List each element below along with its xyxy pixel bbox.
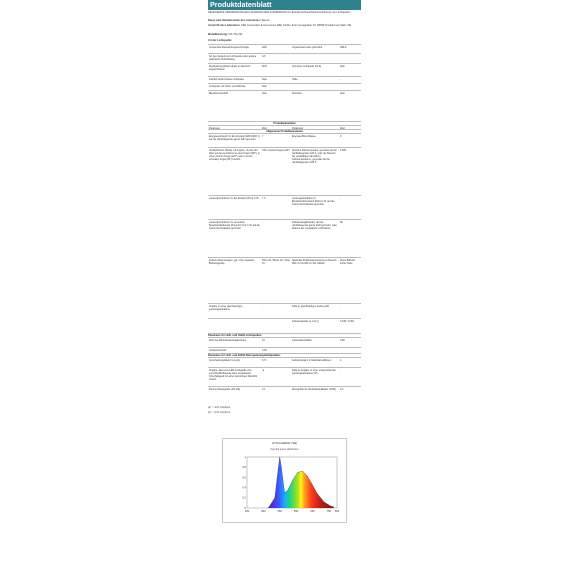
general-cell-a: Angabe zu einer gleichwertigen Leistungsaufnahme (209, 304, 243, 311)
general-cell-a: Energieverbrauch im Ein-Zustand (kWh/1000 h), auf die nächstliegende ganze Zahl gerundet (209, 134, 261, 141)
type-row (208, 90, 361, 95)
spectrum-point (279, 457, 280, 458)
x-tick-label: 550 (293, 510, 299, 513)
type-cell-c: Vernetzte Lichtquelle (CLS) (292, 64, 322, 68)
y-tick-label: 0.2 (242, 496, 246, 500)
general-cell-b: - (262, 304, 263, 308)
led-cell-c: Lebensdauerfaktor (292, 338, 312, 342)
param-head-d: Wert (340, 126, 346, 130)
type-cell-c: Ungebündelt oder gebündelt (292, 45, 323, 49)
type-cell-c: Hülle (292, 77, 298, 81)
param-head-b: Wert (262, 126, 268, 130)
section-product-parameters: Produktparameter (208, 121, 361, 125)
y-tick-label: 0.8 (242, 466, 246, 470)
supplier-label: Name oder Handelsmarke des Lieferanten: (208, 19, 261, 22)
address-label: Anschrift des Lieferanten: (208, 24, 241, 27)
general-cell-d: - (340, 304, 341, 308)
general-cell-c: Farbwertanteile (x und y) (292, 319, 319, 323)
general-row (208, 303, 361, 318)
general-cell-d: 4 500 (340, 148, 346, 152)
mains-cell-d: 0,0 (340, 387, 344, 391)
general-row (208, 219, 361, 257)
general-cell-a: Äußere Abmessungen, ggf. ohne separate Betriebsgeräte (209, 258, 254, 265)
x-tick-label: 250 (244, 510, 250, 513)
spectrum-point (312, 485, 313, 486)
general-row (208, 318, 361, 331)
model-label: Modellkennung: (208, 33, 228, 36)
spectrum-point (293, 480, 294, 481)
general-cell-a: Leistungsaufnahme im vernetzten Bereitschaftsbetrieb (Pnet) für CLS in W, auf die zweite Dezimalstelle gerundet (209, 220, 260, 230)
spectral-distribution-plot (239, 455, 339, 516)
led-cell-a: Wert des R9-Farbwiedergabeindex (209, 338, 247, 342)
type-cell-d: NDLS (340, 45, 347, 49)
spectrum-point (288, 490, 289, 491)
general-cell-b: 7,0 (262, 196, 266, 200)
general-cell-c: Energieeffizienzklasse (292, 134, 316, 138)
mains-cell-b: -a (262, 368, 265, 372)
x-tick-label: 450 (277, 510, 282, 513)
spectrum-point (297, 472, 298, 473)
type-row (208, 83, 361, 90)
mains-row (208, 357, 361, 367)
type-cell-b: Nein (262, 77, 267, 81)
spectrum-point (330, 506, 331, 507)
general-cell-d: 0,339 / 0,352 (340, 319, 354, 323)
y-tick-label: 0 (244, 506, 246, 510)
datasheet-page (206, 0, 363, 418)
chart-subtitle: Spectral power distribution (270, 448, 299, 451)
address-row (208, 24, 358, 27)
chart-title: ATTACHMENT (SE) (271, 441, 298, 445)
type-cell-a: Farblich abstimmbare Lichtquelle (209, 77, 245, 81)
mains-cell-d: - (340, 368, 341, 372)
general-cell-d: Siehe Bild auf letzter Seite (340, 258, 355, 265)
type-cell-b: LED (262, 45, 267, 49)
mains-row (208, 367, 361, 386)
mains-cell-c: Messgröße für Stroboskop-Effekte (SVM) (292, 387, 336, 391)
spectrum-point (302, 471, 303, 472)
footnote-b: (b) '-': nicht zutreffend; (208, 412, 231, 414)
param-head-a: Parameter (209, 126, 221, 130)
type-cell-c: Dimmbar (292, 91, 302, 95)
type-cell-d: Nein (340, 91, 345, 95)
led-cell-b: 0,96 (262, 348, 267, 352)
type-cell-d: Nein (340, 64, 345, 68)
type-cell-a: Netzspannung/Nicht direkt an das Netz angeschlossen (209, 64, 251, 71)
spectrum-point (324, 502, 325, 503)
general-cell-c: Falls ja, gleichwertige Leistung (W) (292, 304, 330, 308)
general-cell-c: Leistungsaufnahme im Bereitschaftszustand (Psb) in W, auf die zweite Dezimalstelle gerundet (292, 196, 335, 206)
model-value: GX-7W-CW (228, 33, 243, 36)
spectrum-point (275, 498, 276, 499)
mains-cell-c: Falls ja, Angabe zu einer entsprechenden Leistungsaufnahme (W) (292, 368, 336, 375)
mains-cell-b: 0,1 (262, 387, 266, 391)
mains-cell-a: Verschiebungsfaktor (cos φ1) (209, 358, 241, 362)
type-row (208, 63, 361, 76)
general-cell-b: 7 (262, 134, 264, 138)
general-cell-a: Leistungsaufnahme im Ein-Zustand (Pon) in W (209, 196, 259, 200)
spectrum-point (268, 508, 269, 509)
footnote-a: (a) '-': nicht zutreffend; (208, 407, 231, 409)
mains-cell-c: Farbkonsistenz in MacAdam-Ellipsen (292, 358, 332, 362)
page-title: Produktdatenblatt (208, 0, 361, 10)
model-row (208, 33, 242, 36)
x-tick-label: 650 (310, 510, 315, 513)
type-cell-b: MLS (262, 64, 267, 68)
y-tick-label: 0.6 (242, 476, 246, 480)
type-cell-a: Blendschutzschild (209, 91, 229, 95)
general-cell-c: Ähnliche Farbtemperatur, gerundet auf die nächstliegenden 100 K, oder der Bereich der einstellbaren ähnlichen Farbtemperaturen, gerundet auf die nächstliegenden 100 K (292, 148, 337, 164)
section-light-source-type: Art der Lichtquelle: (208, 39, 232, 42)
spectrum-point (317, 493, 318, 494)
led-cell-b: 23 (262, 338, 265, 342)
spectrum-point (333, 507, 334, 508)
y-tick-label: 0.4 (242, 486, 246, 490)
led-cell-d: 0,96 (340, 338, 345, 342)
x-tick-label: 350 (261, 510, 266, 513)
led-row (208, 337, 361, 347)
general-cell-b: Höhe 62 / Breite 16 / Tiefe 16 (262, 258, 290, 265)
spectrum-point (281, 467, 282, 468)
section-general-parameters: Allgemeine Produktparameter (208, 129, 361, 133)
mains-cell-a: Flimmer-Messgröße (Pst LM) (209, 387, 241, 391)
general-cell-b: 700 in breiter Kegel (120°) (262, 148, 290, 152)
supplier-value: Tasmor (261, 19, 270, 22)
mains-cell-d: 4 (340, 358, 342, 362)
general-cell-c: Spektrale Strahlungsverteilung im Bereich 250 nm bis 800 nm bei Volllast (292, 258, 337, 265)
type-cell-a: Verwendete Beleuchtungstechnologie (209, 45, 250, 49)
type-row (208, 53, 361, 63)
x-tick-label: 750 (326, 510, 331, 513)
general-row (208, 147, 361, 195)
type-cell-a: Lichtquelle mit hoher Leuchtdichte (209, 84, 246, 88)
x-tick-label: 800 (334, 510, 339, 513)
general-cell-a: Nutzlichtstrom (Φuse) mit Angabe, ob sich der Wert auf den Lichtstrom in einer Kugel (360°), in einem breiten Kegel (120°) oder in einem schmalen Kegel (90°) bezieht (209, 148, 261, 161)
led-cell-a: Lichtstromerhalt (209, 348, 227, 352)
spectrum-chart-card (222, 438, 347, 523)
mains-cell-b: 0,71 (262, 358, 267, 362)
general-cell-c: Farbwiedergabeindex, auf die nächstliegende ganze Zahl gerundet, oder Spanne der einstellbaren CRI-Werte (292, 220, 337, 230)
general-cell-b: - (262, 220, 263, 224)
y-tick-label: 1 (244, 455, 246, 459)
type-row (208, 76, 361, 83)
regulation-text: DELEGIERTE VERORDNUNG (EU) 2019/2015 DER KOMMISSION zur Energieverbrauchskennzeichnung von Lichtquellen (208, 11, 351, 14)
type-cell-b: Nein (262, 84, 267, 88)
type-cell-d: - (340, 77, 341, 81)
spectrum-point (284, 492, 285, 493)
spectrum-area (268, 457, 333, 508)
section-led-parameters: Parameter für LED- und OLED-Lichtquellen: (208, 333, 361, 337)
type-row (208, 44, 361, 53)
param-head-c: Parameter (292, 126, 304, 130)
general-cell-d: 80 (340, 220, 343, 224)
general-row (208, 257, 361, 303)
mains-row (208, 386, 361, 401)
general-row (208, 195, 361, 219)
general-cell-d: F (340, 134, 342, 138)
mains-cell-a: Angabe, dass eine LED-Lichtquelle eine Leuchtstofflichtquelle ohne eingebautes Vorschaltgerät mit einer bestimmten Wattzahl ersetzt (209, 368, 258, 381)
supplier-row (208, 19, 270, 22)
general-cell-d: - (340, 196, 341, 200)
general-row (208, 133, 361, 147)
section-mains-parameters: Parameter für LED- und OLED-Netzspannungslichtquellen: (208, 353, 361, 357)
type-cell-b: Nein (262, 91, 267, 95)
type-cell-b: GX (262, 54, 266, 58)
spectrum-point (307, 476, 308, 477)
spectrum-point (278, 470, 279, 471)
address-value: C&E Connection E-Commerce (DE) GmbH, Zum Linnegraben 20, 65933 Frankfurt am Main, DE (240, 24, 352, 27)
type-cell-a: Art des Sockels der Lichtquelle (oder andere elektrische Schnittstelle) (209, 54, 257, 61)
